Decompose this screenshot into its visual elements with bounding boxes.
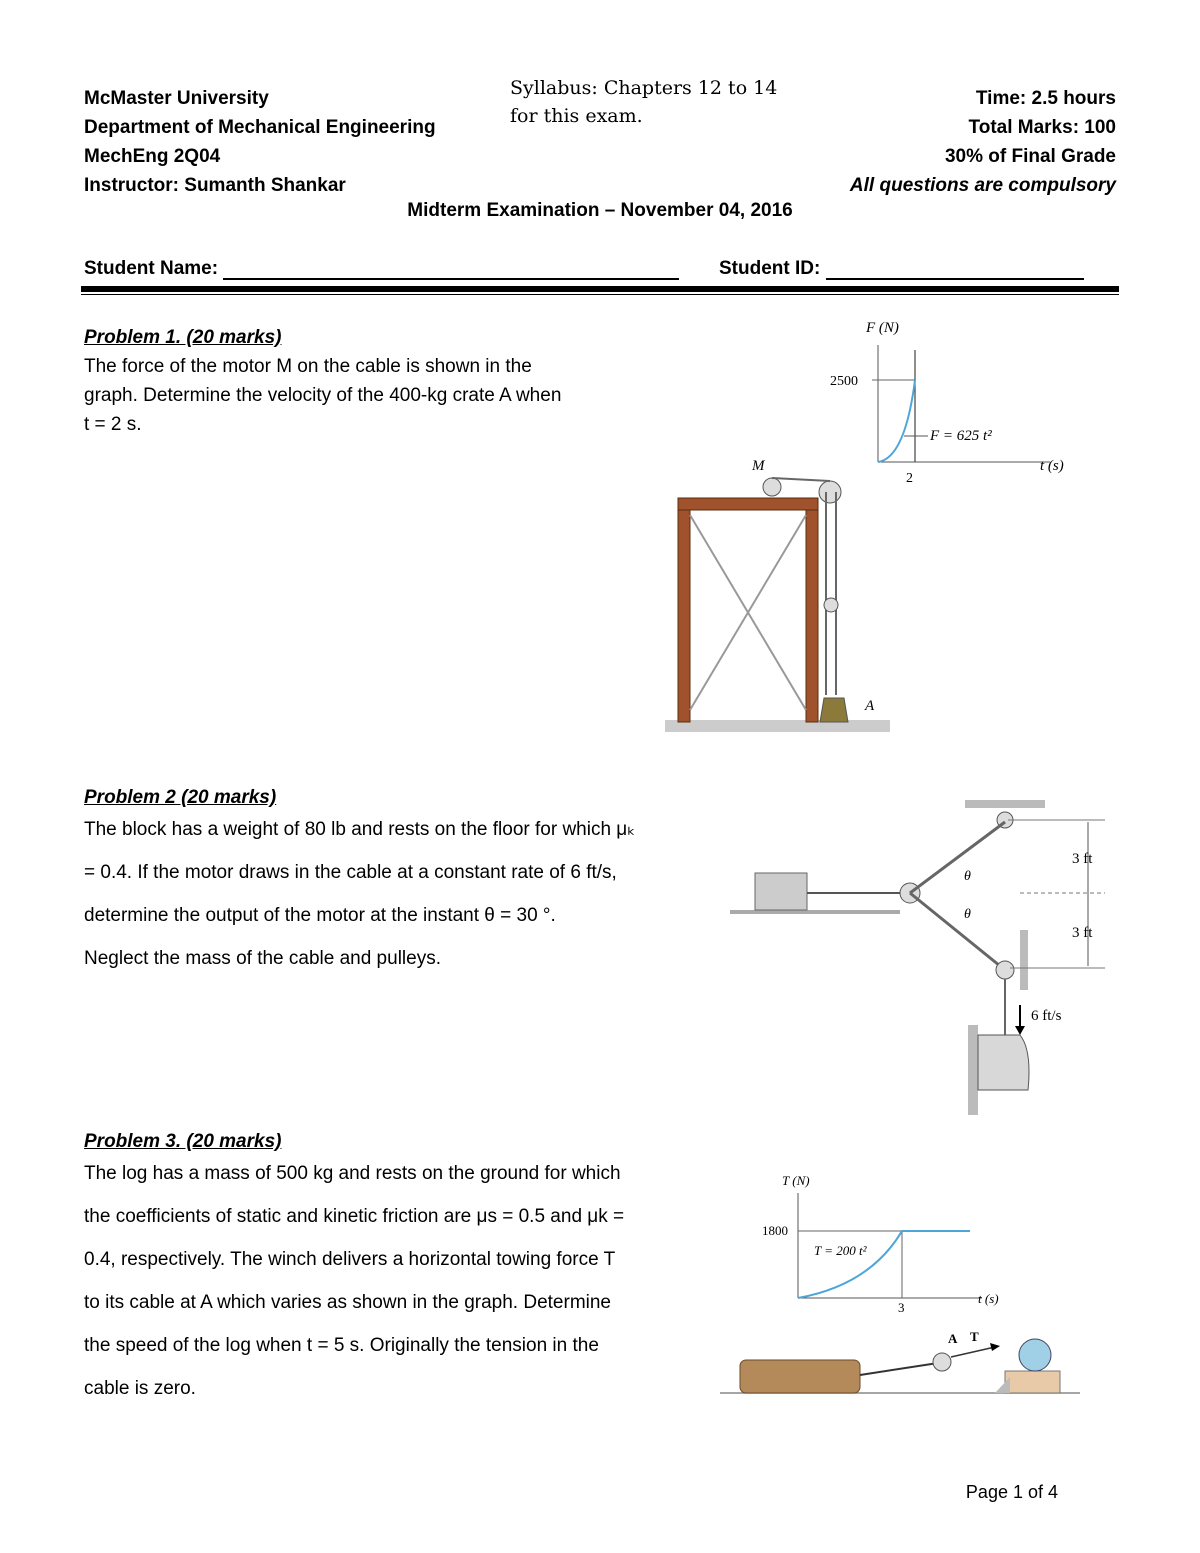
graph-y-label: T (N) — [782, 1173, 810, 1188]
winch-motor — [1019, 1339, 1051, 1371]
point-a-label: A — [948, 1331, 958, 1346]
angle-top-label: θ — [964, 869, 971, 884]
force-time-graph — [830, 320, 1064, 486]
dim-bottom-label: 3 ft — [1072, 925, 1093, 941]
lower-pulley — [824, 598, 838, 612]
graph-x-tick: 3 — [898, 1300, 905, 1315]
crane-frame — [665, 458, 890, 732]
graph-curve — [798, 1231, 970, 1298]
problem-3-line-3: 0.4, respectively. The winch delivers a horizontal towing force T — [84, 1249, 616, 1270]
tow-cable — [860, 1363, 938, 1375]
graph-curve — [878, 380, 915, 462]
problem-3-title: Problem 3. (20 marks) — [84, 1131, 282, 1152]
problem-3-line-1: The log has a mass of 500 kg and rests on the ground for which — [84, 1163, 621, 1184]
lower-pulley — [996, 961, 1014, 979]
student-id-field[interactable] — [826, 258, 1084, 280]
student-id-label: Student ID: — [719, 258, 821, 279]
frame-left-post — [678, 510, 690, 722]
graph-y-label: F (N) — [866, 320, 899, 336]
problem-3-line-5: the speed of the log when t = 5 s. Originally the tension in the — [84, 1335, 599, 1356]
grade-weight: 30% of Final Grade — [944, 146, 1116, 167]
department-name: Department of Mechanical Engineering — [84, 117, 436, 138]
syllabus-line-2: for this exam. — [510, 105, 643, 127]
problem-2 — [84, 784, 635, 980]
motor-label: M — [752, 458, 765, 474]
problem-3-line-2: the coefficients of static and kinetic friction are μs = 0.5 and μk = — [84, 1206, 625, 1227]
exam-time: Time: 2.5 hours — [975, 88, 1116, 109]
graph-x-label: t (s) — [978, 1291, 999, 1306]
dim-top-label: 3 ft — [1072, 851, 1093, 867]
ground — [665, 720, 890, 732]
crate-a — [820, 698, 848, 722]
syllabus-line-1: Syllabus: Chapters 12 to 14 — [510, 77, 778, 99]
graph-x-tick: 2 — [906, 471, 913, 486]
problem-3-line-4: to its cable at A which varies as shown in the graph. Determine — [84, 1292, 611, 1313]
ceiling-mount — [965, 800, 1045, 808]
header-left — [84, 84, 436, 200]
problem-1-line-3: t = 2 s. — [84, 414, 142, 435]
header-right — [850, 84, 1116, 200]
graph-curve-label: F = 625 t² — [930, 428, 992, 444]
problem-2-line-4: Neglect the mass of the cable and pulleys. — [84, 948, 441, 969]
page-number: Page 1 of 4 — [965, 1482, 1058, 1502]
graph-y-tick: 2500 — [830, 374, 858, 389]
graph-curve-label: T = 200 t² — [814, 1243, 867, 1258]
instructor-name: Instructor: Sumanth Shankar — [84, 175, 346, 196]
exam-title: Midterm Examination – November 04, 2016 — [407, 200, 793, 221]
problem-2-title: Problem 2 (20 marks) — [84, 787, 277, 808]
cable-lower — [910, 893, 1005, 970]
winch-base — [1005, 1371, 1060, 1393]
student-id-row — [719, 258, 1084, 280]
frame-right-post — [806, 510, 818, 722]
total-marks: Total Marks: 100 — [968, 117, 1116, 138]
compulsory-note: All questions are compulsory — [849, 175, 1116, 196]
problem-2-line-1: The block has a weight of 80 lb and rests on the floor for which μₖ — [84, 819, 636, 840]
course-code: MechEng 2Q04 — [84, 146, 221, 167]
motor — [978, 1035, 1029, 1090]
university-name: McMaster University — [84, 88, 269, 109]
problem-1-line-1: The force of the motor M on the cable is shown in the — [84, 356, 532, 377]
frame-top-beam — [678, 498, 818, 510]
problem-1-line-2: graph. Determine the velocity of the 400-kg crate A when — [84, 385, 562, 406]
problem-2-line-3: determine the output of the motor at the instant θ = 30 °. — [84, 905, 556, 926]
problem-1-title: Problem 1. (20 marks) — [84, 327, 282, 348]
problem-3-figure — [720, 1165, 1100, 1405]
crate-label: A — [865, 698, 875, 714]
tension-time-graph — [762, 1173, 999, 1315]
force-arrow — [951, 1347, 995, 1357]
floor — [730, 910, 900, 914]
problem-1 — [84, 324, 561, 439]
header-divider-thin — [81, 294, 1119, 295]
problem-3-line-6: cable is zero. — [84, 1378, 196, 1399]
motor-m — [763, 478, 781, 496]
problem-2-line-2: = 0.4. If the motor draws in the cable at a constant rate of 6 ft/s, — [84, 862, 617, 883]
graph-y-tick: 1800 — [762, 1223, 788, 1238]
log — [740, 1360, 860, 1393]
problem-1-figure — [660, 310, 1100, 740]
motor-wall — [968, 1025, 978, 1115]
header-divider — [81, 286, 1119, 292]
wall-mount — [1020, 930, 1028, 990]
student-name-row — [84, 258, 679, 280]
force-t-label: T — [970, 1329, 979, 1344]
pulley-a — [933, 1353, 951, 1371]
graph-x-label: t (s) — [1040, 458, 1064, 474]
syllabus-note — [510, 74, 777, 130]
angle-bottom-label: θ — [964, 907, 971, 922]
speed-label: 6 ft/s — [1031, 1008, 1062, 1024]
problem-2-figure — [720, 790, 1120, 1120]
winch-scene — [720, 1329, 1080, 1393]
top-pulley — [819, 481, 841, 503]
student-name-label: Student Name: — [84, 258, 219, 279]
problem-3 — [84, 1128, 624, 1410]
cable-upper — [910, 822, 1005, 893]
block — [755, 873, 807, 910]
student-name-field[interactable] — [223, 258, 679, 280]
